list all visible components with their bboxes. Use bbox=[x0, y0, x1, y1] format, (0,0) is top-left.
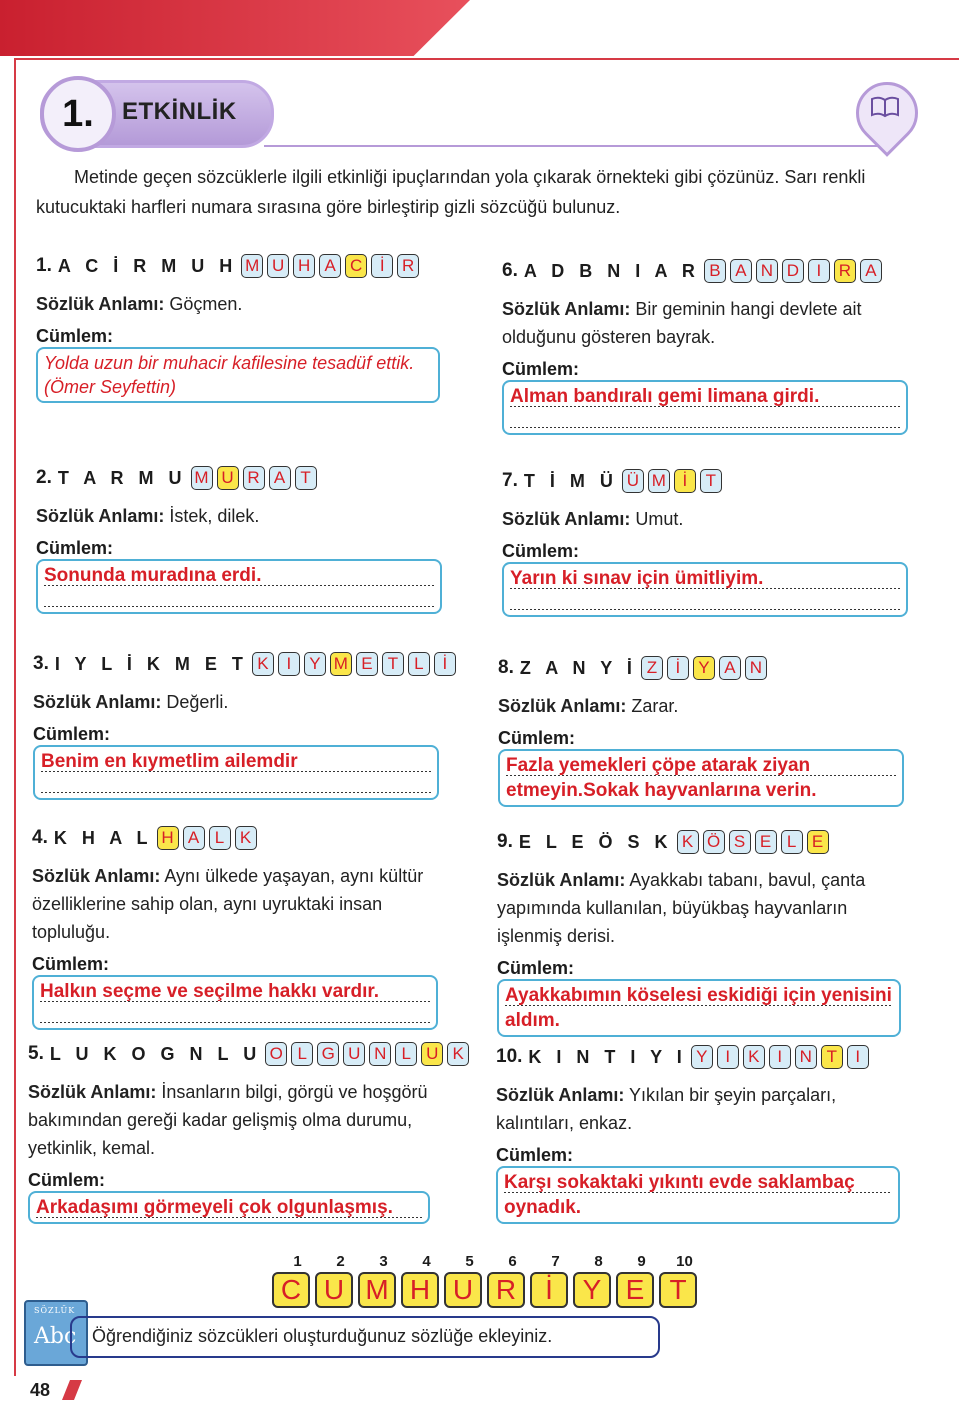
instructions: Metinde geçen sözcüklerle ilgili etkinliği ipuçlarından yola çıkarak örnekteki gibi çözünüz. Sarı renkli kutucuktaki harfleri numara sırasına göre birleştirip gizli sözcüğü bulunuz. bbox=[36, 167, 866, 217]
dictionary-meaning bbox=[496, 1081, 896, 1137]
meaning-label: Sözlük Anlamı: bbox=[496, 1085, 625, 1105]
answer-letter-box[interactable]: İ bbox=[530, 1272, 568, 1308]
letter-box[interactable]: A bbox=[730, 259, 752, 283]
meaning-label: Sözlük Anlamı: bbox=[497, 870, 626, 890]
word-header bbox=[33, 648, 460, 680]
word-header bbox=[36, 250, 456, 282]
meaning-text: Bir geminin hangi devlete ait olduğunu gösteren bayrak. bbox=[502, 299, 862, 347]
activity-number: 1. bbox=[40, 76, 116, 152]
word-item bbox=[32, 822, 462, 1030]
letter-box[interactable]: L bbox=[408, 652, 430, 676]
item-number: 10. bbox=[496, 1046, 523, 1067]
letter-box-highlighted[interactable]: C bbox=[345, 254, 367, 278]
answer-index: 1 bbox=[293, 1253, 302, 1270]
meaning-label: Sözlük Anlamı: bbox=[36, 294, 165, 314]
dictionary-meaning bbox=[33, 688, 453, 716]
sentence-box[interactable] bbox=[32, 975, 438, 1030]
word-item bbox=[502, 255, 912, 435]
letter-box[interactable]: A bbox=[719, 656, 741, 680]
dictionary-abc-label: Abc bbox=[34, 1324, 77, 1349]
dictionary-meaning bbox=[497, 866, 887, 950]
sentence-box[interactable] bbox=[502, 562, 908, 617]
word-header bbox=[496, 1041, 900, 1073]
letter-box[interactable]: K bbox=[252, 652, 274, 676]
item-number: 6. bbox=[502, 260, 518, 281]
letter-box[interactable]: I bbox=[847, 1045, 869, 1069]
writing-line bbox=[40, 1004, 430, 1026]
letter-box[interactable]: Y bbox=[304, 652, 326, 676]
dictionary-note bbox=[70, 1316, 660, 1358]
word-item bbox=[36, 462, 456, 614]
sentence-label: Cümlem: bbox=[502, 541, 580, 561]
letter-box[interactable]: M bbox=[241, 254, 263, 278]
top-banner bbox=[0, 0, 470, 56]
answer-index: 10 bbox=[676, 1253, 693, 1270]
sentence-label: Cümlem: bbox=[36, 326, 114, 346]
page-number-tab bbox=[0, 1380, 80, 1400]
item-number: 4. bbox=[32, 827, 48, 848]
scrambled-letters: K I N T I Y I bbox=[528, 1046, 687, 1067]
open-book-icon bbox=[870, 96, 900, 118]
letter-box-highlighted[interactable]: T bbox=[821, 1045, 843, 1069]
sentence-label: Cümlem: bbox=[33, 724, 111, 744]
activity-title: ETKİNLİK bbox=[122, 98, 237, 125]
meaning-label: Sözlük Anlamı: bbox=[36, 506, 165, 526]
word-item bbox=[33, 648, 460, 800]
letter-box[interactable]: İ bbox=[371, 254, 393, 278]
writing-line bbox=[41, 774, 431, 796]
letter-box[interactable]: R bbox=[397, 254, 419, 278]
meaning-text: Aynı ülkede yaşayan, aynı kültür özelliklerine sahip olan, aynı uyruktaki insan topluluğu. bbox=[32, 866, 424, 942]
item-number: 9. bbox=[497, 831, 513, 852]
sentence-box[interactable] bbox=[36, 347, 440, 403]
writing-line bbox=[44, 588, 434, 610]
answer-index: 9 bbox=[637, 1253, 646, 1270]
letter-box[interactable]: I bbox=[717, 1045, 739, 1069]
letter-box-highlighted[interactable]: H bbox=[157, 826, 179, 850]
answer-index: 2 bbox=[336, 1253, 345, 1270]
meaning-text: Yıkılan bir şeyin parçaları, kalıntıları, enkaz. bbox=[496, 1085, 837, 1133]
letter-box-highlighted[interactable]: E bbox=[807, 830, 829, 854]
letter-box-highlighted[interactable]: U bbox=[421, 1042, 443, 1066]
answer-letter-box[interactable]: U bbox=[444, 1272, 482, 1308]
writing-line bbox=[510, 591, 900, 613]
letter-box[interactable]: N bbox=[369, 1042, 391, 1066]
scrambled-letters: A C İ R M U H bbox=[57, 255, 238, 276]
hidden-word bbox=[272, 1272, 702, 1308]
writing-line bbox=[510, 409, 900, 431]
letter-box[interactable]: D bbox=[782, 259, 804, 283]
letter-box-highlighted[interactable]: M bbox=[330, 652, 352, 676]
sentence-text: Ayakkabımın köselesi eskidiği için yenisini aldım. bbox=[505, 985, 892, 1031]
letter-box[interactable]: T bbox=[382, 652, 404, 676]
dictionary-meaning bbox=[502, 505, 912, 533]
letter-box[interactable]: E bbox=[755, 830, 777, 854]
letter-box[interactable]: N bbox=[745, 656, 767, 680]
answer-letter-box[interactable]: E bbox=[616, 1272, 654, 1308]
word-header bbox=[36, 462, 456, 494]
letter-box[interactable]: İ bbox=[434, 652, 456, 676]
sentence-text: Yarın ki sınav için ümitliyim. bbox=[510, 566, 900, 591]
meaning-label: Sözlük Anlamı: bbox=[33, 692, 162, 712]
letter-box[interactable]: M bbox=[191, 466, 213, 490]
answer-letter-box[interactable]: C bbox=[272, 1272, 310, 1308]
answer-index: 5 bbox=[465, 1253, 474, 1270]
meaning-text: İstek, dilek. bbox=[169, 506, 260, 526]
item-number: 8. bbox=[498, 657, 514, 678]
meaning-label: Sözlük Anlamı: bbox=[502, 299, 631, 319]
letter-box[interactable]: M bbox=[648, 469, 670, 493]
sentence-box[interactable] bbox=[496, 1166, 900, 1224]
answer-numbers bbox=[276, 1253, 706, 1270]
letter-box[interactable]: G bbox=[317, 1042, 339, 1066]
word-header bbox=[498, 652, 908, 684]
letter-box[interactable]: E bbox=[356, 652, 378, 676]
answer-index: 6 bbox=[508, 1253, 517, 1270]
letter-box[interactable]: Ö bbox=[703, 830, 725, 854]
sentence-label: Cümlem: bbox=[36, 538, 114, 558]
meaning-text: Zarar. bbox=[631, 696, 679, 716]
letter-box[interactable]: A bbox=[183, 826, 205, 850]
answer-index: 3 bbox=[379, 1253, 388, 1270]
dictionary-meaning bbox=[36, 502, 456, 530]
sentence-box[interactable] bbox=[28, 1191, 430, 1224]
scrambled-letters: L U K O G N L U bbox=[49, 1043, 262, 1064]
letter-box[interactable]: K bbox=[235, 826, 257, 850]
letter-box[interactable]: Ü bbox=[622, 469, 644, 493]
letter-box[interactable]: N bbox=[795, 1045, 817, 1069]
letter-box[interactable]: L bbox=[291, 1042, 313, 1066]
title-underline bbox=[264, 145, 889, 147]
meaning-text: Ayakkabı tabanı, bavul, çanta yapımında kullanılan, büyükbaş hayvanların işlenmiş derisi. bbox=[497, 870, 866, 946]
letter-box[interactable]: A bbox=[269, 466, 291, 490]
letter-box[interactable]: B bbox=[704, 259, 726, 283]
sentence-label: Cümlem: bbox=[32, 954, 110, 974]
sentence-text: Yolda uzun bir muhacir kafilesine tesadüf ettik. (Ömer Seyfettin) bbox=[44, 353, 415, 397]
answer-letter-box[interactable]: H bbox=[401, 1272, 439, 1308]
dictionary-small-label: SÖZLÜK bbox=[34, 1306, 76, 1315]
answer-index: 8 bbox=[594, 1253, 603, 1270]
item-number: 5. bbox=[28, 1043, 44, 1064]
word-item bbox=[497, 826, 901, 1037]
meaning-text: Değerli. bbox=[166, 692, 229, 712]
scrambled-letters: T İ M Ü bbox=[523, 470, 618, 491]
scrambled-letters: I Y L İ K M E T bbox=[54, 653, 248, 674]
sentence-text: Halkın seçme ve seçilme hakkı vardır. bbox=[40, 979, 430, 1004]
dictionary-meaning bbox=[36, 290, 456, 318]
scrambled-letters: T A R M U bbox=[57, 467, 187, 488]
answer-letter-box[interactable]: Y bbox=[573, 1272, 611, 1308]
scrambled-letters: A D B N I A R bbox=[523, 260, 700, 281]
letter-box[interactable]: L bbox=[209, 826, 231, 850]
word-item bbox=[36, 250, 456, 403]
sentence-box[interactable] bbox=[33, 745, 439, 800]
letter-box[interactable]: I bbox=[769, 1045, 791, 1069]
dictionary-meaning bbox=[32, 862, 462, 946]
answer-index: 4 bbox=[422, 1253, 431, 1270]
letter-box[interactable]: Z bbox=[641, 656, 663, 680]
dictionary-meaning bbox=[498, 692, 908, 720]
meaning-label: Sözlük Anlamı: bbox=[498, 696, 627, 716]
item-number: 1. bbox=[36, 255, 52, 276]
word-item bbox=[496, 1041, 900, 1224]
letter-box-highlighted[interactable]: U bbox=[217, 466, 239, 490]
letter-box[interactable]: L bbox=[781, 830, 803, 854]
sentence-text: Sonunda muradına erdi. bbox=[44, 563, 434, 588]
sentence-label: Cümlem: bbox=[28, 1170, 106, 1190]
word-header bbox=[28, 1038, 473, 1070]
dictionary-meaning bbox=[28, 1078, 448, 1162]
answer-index: 7 bbox=[551, 1253, 560, 1270]
meaning-label: Sözlük Anlamı: bbox=[32, 866, 161, 886]
sentence-box[interactable] bbox=[36, 559, 442, 614]
word-item bbox=[502, 465, 912, 617]
meaning-text: İnsanların bilgi, görgü ve hoşgörü bakımından gereği kadar gelişmiş olma durumu, yetkinlik, kemal. bbox=[28, 1082, 428, 1158]
letter-box-highlighted[interactable]: Y bbox=[693, 656, 715, 680]
word-header bbox=[497, 826, 901, 858]
word-item bbox=[28, 1038, 473, 1224]
letter-box[interactable]: R bbox=[243, 466, 265, 490]
answer-letter-box[interactable]: R bbox=[487, 1272, 525, 1308]
letter-box[interactable]: U bbox=[267, 254, 289, 278]
word-header bbox=[502, 255, 912, 287]
sentence-box[interactable] bbox=[498, 749, 904, 807]
scrambled-letters: E L E Ö S K bbox=[518, 831, 673, 852]
item-number: 2. bbox=[36, 467, 52, 488]
word-header bbox=[502, 465, 912, 497]
letter-box[interactable]: U bbox=[343, 1042, 365, 1066]
letter-box[interactable]: A bbox=[860, 259, 882, 283]
sentence-text: Fazla yemekleri çöpe atarak ziyan etmeyin.Sokak hayvanlarına verin. bbox=[506, 753, 896, 803]
answer-letter-box[interactable]: U bbox=[315, 1272, 353, 1308]
sentence-text: Karşı sokaktaki yıkıntı evde saklambaç oynadık. bbox=[504, 1170, 892, 1220]
sentence-box[interactable] bbox=[502, 380, 908, 435]
sentence-label: Cümlem: bbox=[498, 728, 576, 748]
scrambled-letters: Z A N Y İ bbox=[519, 657, 637, 678]
letter-box[interactable]: L bbox=[395, 1042, 417, 1066]
letter-box[interactable]: I bbox=[808, 259, 830, 283]
letter-box[interactable]: K bbox=[677, 830, 699, 854]
sentence-box[interactable] bbox=[497, 979, 901, 1037]
letter-box[interactable]: İ bbox=[667, 656, 689, 680]
dictionary-note-text: Öğrendiğiniz sözcükleri oluşturduğunuz sözlüğe ekleyiniz. bbox=[92, 1326, 553, 1346]
letter-box[interactable]: O bbox=[265, 1042, 287, 1066]
letter-box[interactable]: H bbox=[293, 254, 315, 278]
answer-letter-box[interactable]: T bbox=[659, 1272, 697, 1308]
meaning-text: Umut. bbox=[635, 509, 684, 529]
word-item bbox=[498, 652, 908, 807]
meaning-text: Göçmen. bbox=[169, 294, 243, 314]
item-number: 3. bbox=[33, 653, 49, 674]
letter-box[interactable]: T bbox=[700, 469, 722, 493]
sentence-label: Cümlem: bbox=[496, 1145, 574, 1165]
letter-box[interactable]: K bbox=[743, 1045, 765, 1069]
letter-box[interactable]: N bbox=[756, 259, 778, 283]
letter-box[interactable]: A bbox=[319, 254, 341, 278]
letter-box[interactable]: Y bbox=[691, 1045, 713, 1069]
sentence-text: Benim en kıymetlim ailemdir bbox=[41, 749, 431, 774]
letter-box[interactable]: T bbox=[295, 466, 317, 490]
sentence-text: Arkadaşımı görmeyeli çok olgunlaşmış. bbox=[36, 1195, 422, 1220]
letter-box[interactable]: I bbox=[278, 652, 300, 676]
scrambled-letters: K H A L bbox=[53, 827, 153, 848]
item-number: 7. bbox=[502, 470, 518, 491]
page-number: 48 bbox=[30, 1380, 51, 1400]
letter-box-highlighted[interactable]: İ bbox=[674, 469, 696, 493]
dictionary-meaning bbox=[502, 295, 912, 351]
answer-letter-box[interactable]: M bbox=[358, 1272, 396, 1308]
sentence-text: Alman bandıralı gemi limana girdi. bbox=[510, 384, 900, 409]
sentence-label: Cümlem: bbox=[502, 359, 580, 379]
meaning-label: Sözlük Anlamı: bbox=[28, 1082, 157, 1102]
meaning-label: Sözlük Anlamı: bbox=[502, 509, 631, 529]
letter-box[interactable]: K bbox=[447, 1042, 469, 1066]
sentence-label: Cümlem: bbox=[497, 958, 575, 978]
letter-box-highlighted[interactable]: R bbox=[834, 259, 856, 283]
word-header bbox=[32, 822, 462, 854]
letter-box[interactable]: S bbox=[729, 830, 751, 854]
